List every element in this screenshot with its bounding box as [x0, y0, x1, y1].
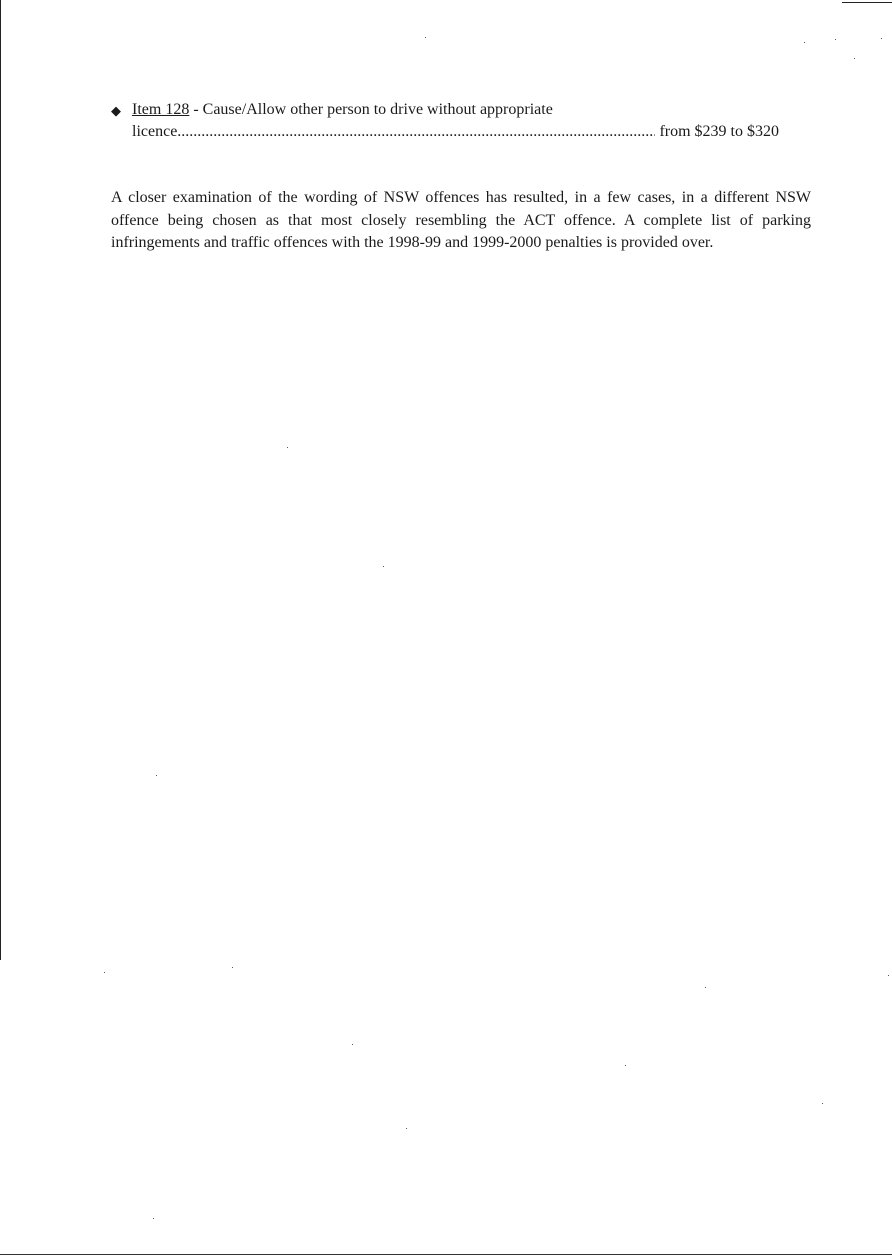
scan-speck — [888, 975, 889, 976]
offence-continuation: licence — [132, 123, 178, 140]
bullet-dot: ◆ — [111, 103, 121, 118]
scan-speck — [835, 39, 836, 40]
scan-speck — [822, 1103, 823, 1104]
scan-speck — [352, 1044, 353, 1045]
scan-speck — [804, 42, 805, 43]
scan-top-rule — [842, 2, 892, 3]
scan-left-edge — [0, 0, 1, 960]
item-reference: Item 128 — [132, 101, 190, 118]
scan-speck — [156, 775, 157, 776]
scan-speck — [232, 967, 233, 968]
scan-speck — [383, 566, 384, 567]
scan-speck — [425, 37, 426, 38]
body-paragraph: A closer examination of the wording of NSW offences has resulted, in a few cases, in a different NSW offence being chosen as that most closely resembling the ACT offence. A complete list of parking infringements and traffic offences with the 1998-99 and 1999-2000 penalties is provided over. — [111, 189, 811, 251]
offence-title-line — [132, 98, 553, 121]
scan-speck — [104, 972, 105, 973]
dot-leader — [177, 120, 655, 143]
scan-bottom-rule — [0, 1254, 892, 1255]
penalty-amount: from $239 to $320 — [659, 123, 779, 140]
scan-speck — [287, 447, 288, 448]
scan-speck — [854, 58, 855, 59]
scan-speck — [705, 987, 706, 988]
scan-speck — [153, 1218, 154, 1219]
scan-speck — [881, 38, 882, 39]
scan-speck — [625, 1065, 626, 1066]
scan-speck — [406, 1128, 407, 1129]
offence-penalty-line — [132, 120, 779, 143]
offence-description: - Cause/Allow other person to drive without appropriate — [189, 101, 553, 118]
